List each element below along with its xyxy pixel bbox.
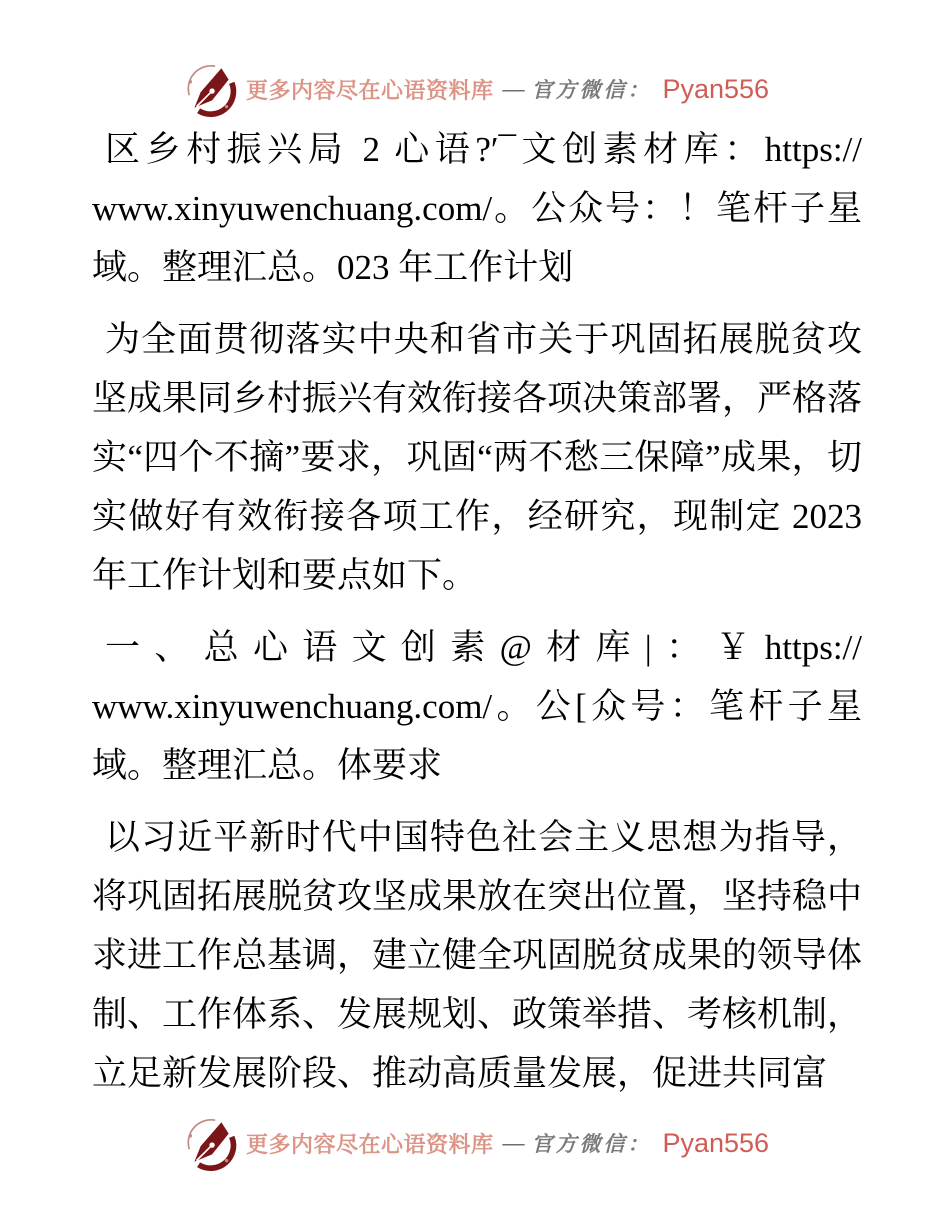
paragraph-guiding-ideology: 以习近平新时代中国特色社会主义思想为指导，将巩固拓展脱贫攻坚成果放在突出位置，坚持稳中求进工作总基调，建立健全巩固脱贫成果的领导体制、工作体系、发展规划、政策举措、考核机制，立足新发展阶段、推动高质量发展，促进共同富: [92, 818, 863, 1093]
banner-dash: —: [502, 76, 525, 101]
pen-nib-logo-icon: [181, 1114, 239, 1172]
wechat-id: Pyan556: [662, 73, 770, 104]
brand-text: 更多内容尽在心语资料库: [245, 77, 494, 103]
document-body: [92, 120, 862, 1103]
footer-banner: [0, 1114, 950, 1172]
wechat-label: 官方微信：: [531, 1132, 652, 1156]
header-banner: [0, 0, 950, 118]
brand-text: 更多内容尽在心语资料库: [245, 1131, 494, 1157]
paragraph-title: 区乡村振兴局 2 心语?′¯文创素材库：https://​www.xinyuwenchuang.com/。公众号：！笔杆子星域。整理汇总。023 年工作计划: [92, 130, 862, 287]
pen-nib-logo-icon: [181, 60, 239, 118]
paragraph-section-heading: 一、总心语文创素@材库|：￥https://​www.xinyuwenchuang.com/。公[众号：笔杆子星域。整理汇总。体要求: [92, 628, 862, 785]
wechat-label: 官方微信：: [531, 78, 652, 102]
wechat-id: Pyan556: [662, 1127, 770, 1158]
banner-dash: —: [502, 1130, 525, 1155]
paragraph-intro: 为全面贯彻落实中央和省市关于巩固拓展脱贫攻坚成果同乡村振兴有效衔接各项决策部署，严格落实“四个不摘”要求，巩固“两不愁三保障”成果，切实做好有效衔接各项工作，经研究，现制定 2023 年工作计划和要点如下。: [92, 320, 863, 595]
